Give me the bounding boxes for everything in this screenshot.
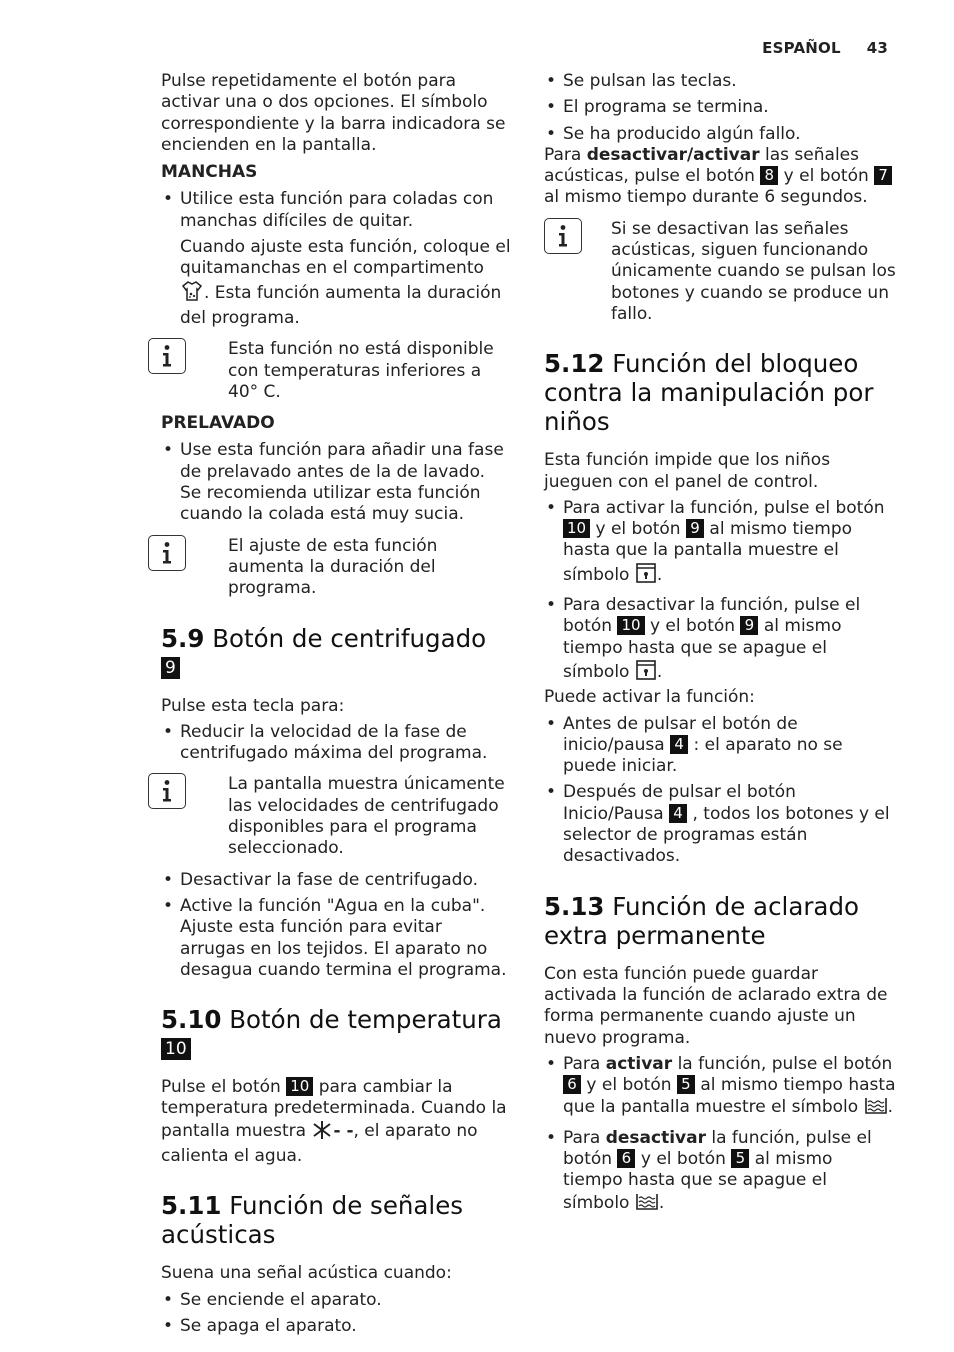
text-segment: al mismo tiempo hasta que se apague el símbolo [563, 616, 842, 682]
left-column [161, 71, 511, 1342]
text-segment: al mismo tiempo hasta que se apague el símbolo [563, 1148, 833, 1213]
note-text: La pantalla muestra únicamente las velocidades de centrifugado disponibles para el programa seleccionado. [228, 774, 505, 859]
note-text: Si se desactivan las señales acústicas, siguen funcionando únicamente cuando se pulsan los botones y cuando se produce un fallo. [611, 218, 896, 324]
section-heading-5-11 [161, 1191, 511, 1249]
section-number: 5.11 [161, 1191, 222, 1221]
stain-remover-icon [180, 280, 204, 308]
text-segment: Después de pulsar el botón Inicio/Pausa [563, 782, 796, 824]
info-note [161, 536, 511, 600]
text-segment: Para desactivar la función, pulse el botón [563, 595, 861, 637]
list-item: • El programa se termina. [544, 97, 896, 118]
info-note [161, 774, 511, 859]
text-segment: al mismo tiempo hasta que la pantalla muestre el símbolo [563, 519, 853, 585]
text-segment: la función, pulse el botón [677, 1053, 893, 1074]
spin-list [161, 722, 511, 765]
section-number: 5.13 [544, 891, 605, 921]
section-intro: Pulse esta tecla para: [161, 695, 345, 716]
prelavado-title: PRELAVADO [161, 413, 275, 434]
text-segment: al mismo tiempo durante 6 segundos. [544, 187, 868, 208]
button-number-badge: 5 [731, 1149, 749, 1168]
info-icon [148, 338, 186, 374]
text-segment: , el aparato no calienta el agua. [161, 1120, 478, 1166]
button-number-badge: 5 [677, 1075, 695, 1094]
intro-paragraph: Pulse repetidamente el botón para activar una o dos opciones. El símbolo correspondiente y la barra indicadora se encienden en la pantalla. [161, 71, 506, 155]
button-number-badge: 10 [286, 1077, 313, 1096]
button-number-badge: 10 [161, 1038, 191, 1060]
text-segment: y el botón [783, 166, 869, 187]
list-item: • Se apaga el aparato. [161, 1316, 511, 1337]
extra-rinse-list [544, 1054, 896, 1218]
button-number-badge: 4 [670, 735, 688, 754]
section-heading-5-9 [161, 624, 511, 682]
section-heading-5-13 [544, 892, 896, 950]
bold-text: desactivar/activar [586, 144, 760, 165]
activation-list [544, 714, 896, 868]
manchas-continuation [161, 237, 511, 329]
info-icon [148, 773, 186, 809]
text-segment: las señales acústicas, pulse el botón [544, 144, 859, 187]
text-segment: Para activar la función, pulse el botón [563, 497, 885, 518]
note-text: Esta función no está disponible con temperaturas inferiores a 40° C. [228, 339, 494, 402]
text-segment: : el aparato no se puede iniciar. [563, 734, 843, 777]
list-item: • Reducir la velocidad de la fase de centrifugado máxima del programa. [161, 722, 511, 765]
section-intro: Esta función impide que los niños jueguen con el panel de control. [544, 450, 831, 492]
button-number-badge: 10 [563, 519, 590, 538]
list-item: • Desactivar la fase de centrifugado. [161, 870, 511, 891]
text-segment: . [887, 1097, 893, 1118]
section-title: Función de aclarado extra permanente [544, 891, 859, 950]
section-intro: Con esta función puede guardar activada la función de aclarado extra de forma permanente cuando ajuste un nuevo programa. [544, 963, 888, 1048]
button-number-badge: 9 [161, 657, 180, 679]
list-item [544, 498, 896, 590]
section-number: 5.10 [161, 1005, 222, 1035]
info-icon [544, 218, 582, 254]
section-title: Función del bloqueo contra la manipulación por niños [544, 349, 874, 437]
extra-rinse-icon [635, 1192, 659, 1218]
list-item: • Se enciende el aparato. [161, 1290, 511, 1311]
manchas-cont-text-a: Cuando ajuste esta función, coloque el quitamanchas en el compartimento [180, 237, 511, 279]
child-lock-icon [635, 659, 657, 687]
button-number-badge: 7 [874, 166, 892, 185]
text-segment: y el botón [649, 616, 736, 637]
list-item: • Active la función "Agua en la cuba". Ajuste esta función para evitar arrugas en los tejidos. El aparato no desagua cuando termina el programa. [161, 896, 511, 981]
extra-rinse-icon [864, 1096, 888, 1122]
button-number-badge: 4 [669, 804, 687, 823]
can-activate-text: Puede activar la función: [544, 687, 755, 708]
button-number-badge: 9 [740, 616, 758, 635]
text-segment: al mismo tiempo hasta que la pantalla muestre el símbolo [563, 1075, 896, 1118]
note-text: El ajuste de esta función aumenta la duración del programa. [228, 535, 438, 599]
child-lock-icon [635, 562, 657, 590]
section-title: Función de señales acústicas [161, 1191, 464, 1250]
info-note [557, 219, 896, 325]
temperature-paragraph [161, 1077, 511, 1167]
text-segment: para cambiar la temperatura predeterminada. Cuando la pantalla muestra [161, 1077, 507, 1141]
section-heading-5-10 [161, 1005, 511, 1063]
section-title: Botón de temperatura [229, 1005, 502, 1035]
child-lock-list [544, 498, 896, 687]
bold-text: activar [605, 1053, 673, 1074]
button-number-badge: 8 [760, 166, 778, 185]
manchas-list [161, 189, 511, 232]
text-segment: Para [563, 1127, 601, 1148]
section-number: 5.9 [161, 623, 205, 653]
button-number-badge: 6 [617, 1149, 635, 1168]
manchas-title: MANCHAS [161, 162, 258, 183]
signals-list-cont [544, 71, 896, 145]
right-column [544, 71, 896, 1223]
cold-water-icon [311, 1120, 333, 1146]
list-item: • Se ha producido algún fallo. [544, 124, 896, 145]
list-item [544, 1054, 896, 1123]
text-segment: Antes de pulsar el botón de inicio/pausa [563, 713, 798, 755]
info-icon [148, 535, 186, 571]
text-segment: . [658, 1192, 665, 1213]
section-number: 5.12 [544, 349, 605, 379]
list-item [544, 714, 896, 778]
text-segment: Pulse el botón [161, 1077, 281, 1098]
text-segment: , todos los botones y el selector de programas están desactivados. [563, 803, 890, 867]
list-item [544, 782, 896, 867]
section-intro: Suena una señal acústica cuando: [161, 1263, 452, 1284]
info-note [161, 339, 511, 403]
signals-list [161, 1290, 511, 1338]
spin-list-2 [161, 870, 511, 981]
section-title: Botón de centrifugado [212, 623, 487, 653]
list-item [544, 1128, 896, 1218]
text-segment: la función, pulse el botón [563, 1127, 872, 1169]
button-number-badge: 9 [686, 519, 704, 538]
page-header [762, 39, 888, 57]
signals-toggle-paragraph [544, 145, 896, 209]
text-segment: Para [563, 1053, 601, 1074]
bold-text: desactivar [605, 1127, 706, 1148]
header-language: ESPAÑOL [762, 39, 841, 57]
list-item: • Utilice esta función para coladas con manchas difíciles de quitar. [161, 189, 511, 232]
list-item [544, 595, 896, 687]
page-number: 43 [866, 39, 888, 57]
list-item: • Use esta función para añadir una fase de prelavado antes de la de lavado. Se recomienda utilizar esta función cuando la colada está muy sucia. [161, 440, 511, 525]
text-segment: y el botón [586, 1075, 672, 1096]
manchas-cont-text-b: . Esta función aumenta la duración del programa. [180, 282, 502, 328]
text-segment: y el botón [595, 519, 681, 540]
button-number-badge: 6 [563, 1075, 581, 1094]
dashes-text: - - [333, 1120, 354, 1141]
button-number-badge: 10 [617, 616, 644, 635]
text-segment: . [656, 661, 663, 682]
text-segment: y el botón [640, 1148, 726, 1169]
list-item: • Se pulsan las teclas. [544, 71, 896, 92]
text-segment: Para [544, 144, 582, 165]
section-heading-5-12 [544, 349, 896, 436]
text-segment: . [656, 564, 663, 585]
prelavado-list [161, 440, 511, 525]
